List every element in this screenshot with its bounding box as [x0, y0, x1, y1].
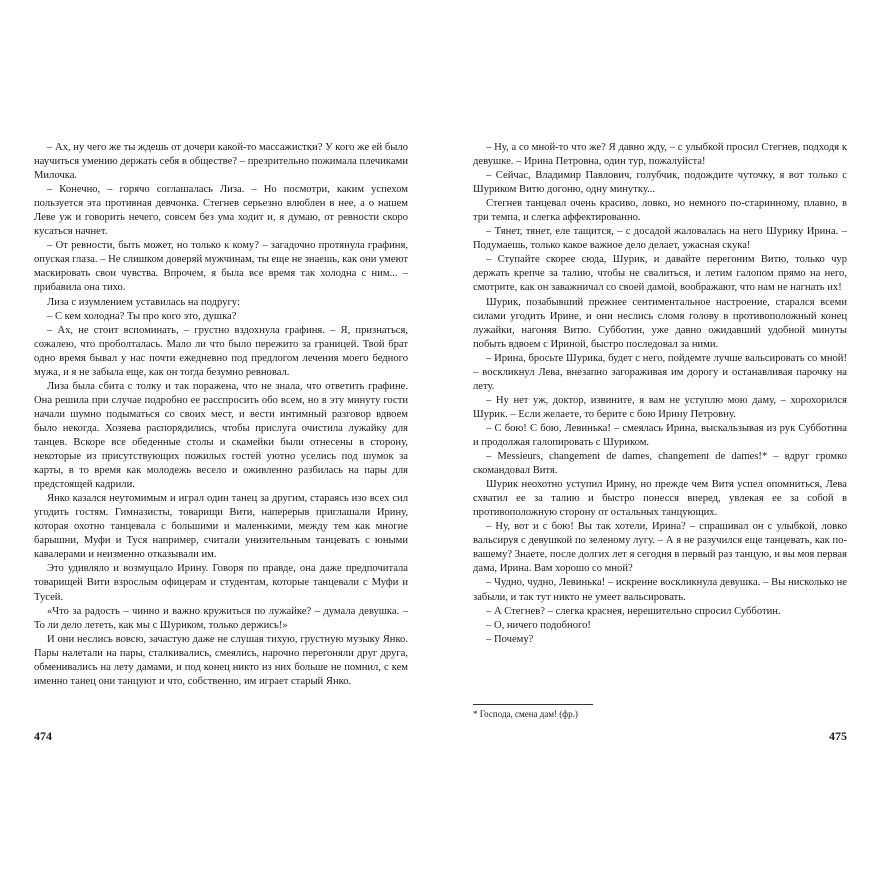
paragraph: – Ах, не стоит вспоминать, – грустно вздохнула графиня. – Я, признаться, сожалею, что проболталась. Мало ли что было пережито за границей. Твой брат одно время бывал у нас почти ежедневно под предлогом лечения моего бедного мужа, и я не забыла еще, как он тогда безумно ревновал. — [34, 324, 408, 378]
left-page — [34, 141, 408, 771]
right-page — [473, 141, 847, 771]
paragraph: – С кем холодна? Ты про кого это, душка? — [47, 310, 237, 322]
paragraph: – Ступайте скорее сюда, Шурик, и давайте перегоним Витю, только чур держать крепче за талию, чтобы не свалиться, и летим галопом прямо на него, смотрите, как он заважничал со своей дамой, воображают, что нам не нагнать их! — [473, 254, 847, 294]
paragraph: – Messieurs, changement de dames, changement de dames!* – вдруг громко скомандовал Витя. — [473, 451, 847, 477]
paragraph: – С бою! С бою, Левинька! – смеялась Ирина, выскальзывая из рук Субботина и продолжая галопировать с Шуриком. — [473, 422, 847, 448]
paragraph: Янко казался неутомимым и играл один танец за другим, стараясь изо всех сил угодить гостям. Гимназисты, товарищи Вити, наперерыв приглашали Ирину, которая охотно танцевала с большими и маленькими, между тем как многие барышни, Муфи и Туся например, считали унизительным танцевать с юными кавалерами и неизменно отказывали им. — [34, 493, 408, 561]
paragraph: – Конечно, – горячо соглашалась Лиза. – Но посмотри, каким успехом пользуется эта противная девчонка. Стегнев серьезно влюблен в нее, а о нашем Леве уж и говорить нечего, совсем без ума ходит и, я думаю, от ревности скоро кусаться начнет. — [34, 184, 408, 238]
paragraph: – Ну, вот и с бою! Вы так хотели, Ирина? – спрашивал он с улыбкой, ловко вальсируя с девушкой по зеленому лугу. – А я не разучился еще танцевать, как по-вашему? Знаете, после долгих лет я сегодня в первый раз танцую, и вы моя первая дама, Ирина. Вам хорошо со мной? — [473, 521, 847, 575]
paragraph: – Ах, ну чего же ты ждешь от дочери какой-то массажистки? У кого же ей было научиться умению держать себя в обществе? – презрительно пожимала плечиками Милочка. — [34, 142, 408, 182]
paragraph: – Почему? — [486, 633, 534, 645]
paragraph: Шурик неохотно уступил Ирину, но прежде чем Витя успел опомниться, Лева схватил ее за талию и быстро понесся вперед, увлекая ее за собой в противоположную сторону от остальных танцующих. — [473, 479, 847, 519]
footnote: * Господа, смена дам! (фр.) — [473, 709, 578, 719]
paragraph: – Ну, а со мной-то что же? Я давно жду, – с улыбкой просил Стегнев, подходя к девушке. – Ирина Петровна, один тур, пожалуйста! — [473, 142, 847, 168]
page-number: 474 — [34, 729, 52, 743]
paragraph: – От ревности, быть может, но только к кому? – загадочно протянула графиня, опуская глаза. – Не слишком доверяй мужчинам, ты еще не знаешь, как они умеют маскировать свои чувства. Впрочем, я была все время так холодна с ним... – прибавила она тихо. — [34, 240, 408, 294]
right-page-text — [473, 141, 847, 647]
paragraph: Это удивляло и возмущало Ирину. Говоря по правде, она даже предпочитала товарищей Вити взрослым офицерам и студентам, которые танцевали с Муфи и Тусей. — [34, 563, 408, 603]
paragraph: Лиза была сбита с толку и так поражена, что не знала, что ответить графине. Она решила при случае подробно ее расспросить обо всем, но в эту минуту гости начали шумно подыматься со своих мест, и вести интимный разговор вдвоем было некогда. Хозяева распорядились, чтобы прислуга очистила лужайку для танцев. Вскоре все обеденные столы и скамейки были отнесены в сторону, некоторые из присутствующих пожилых гостей уютно уселись под шумок за карты, в то время как молодежь весело и оживленно разбилась на пары для предстоящей кадрили. — [34, 380, 408, 491]
paragraph: Шурик, позабывший прежнее сентиментальное настроение, старался всеми силами угодить Ирине, и они неслись сломя голову в противоположный конец лужайки, нагоняя Витю. Субботин, уже давно ожидавший удобной минуты побыть вдвоем с Ириной, быстро последовал за ними. — [473, 296, 847, 350]
paragraph: Стегнев танцевал очень красиво, ловко, но немного по-старинному, плавно, в три темпа, и слегка аффектированно. — [473, 198, 847, 224]
paragraph: – О, ничего подобного! — [486, 619, 591, 631]
paragraph: – Чудно, чудно, Левинька! – искренне воскликнула девушка. – Вы нисколько не забыли, и так тут никто не умеет вальсировать. — [473, 577, 847, 603]
paragraph: И они неслись вовсю, зачастую даже не слушая тихую, грустную музыку Янко. Пары налетали на пары, сталкивались, смеялись, нарочно перегоняли друг друга, обменивались на лету дамами, и под конец никто из них больше не помнил, с кем именно танец они танцуют и что, собственно, им играет старый Янко. — [34, 633, 408, 687]
paragraph: – Тянет, тянет, еле тащится, – с досадой жаловалась на него Шурику Ирина. – Подумаешь, только какое важное дело делает, ужасная скука! — [473, 226, 847, 252]
paragraph: – Ну нет уж, доктор, извините, я вам не уступлю мою даму, – хорохорился Шурик. – Если желаете, то берите с бою Ирину Петровну. — [473, 394, 847, 420]
paragraph: – Сейчас, Владимир Павлович, голубчик, подождите чуточку, я вот только с Шуриком Витю догоню, одну минутку... — [473, 170, 847, 196]
paragraph: – Ирина, бросьте Шурика, будет с него, пойдемте лучше вальсировать со мной! – воскликнул Лева, внезапно загораживая им дорогу и останавливая парочку на лету. — [473, 352, 847, 392]
paragraph: «Что за радость – чинно и важно кружиться по лужайке? – думала девушка. – То ли дело лететь, как мы с Шуриком, только держись!» — [34, 605, 408, 631]
paragraph: – А Стегнев? – слегка краснея, нерешительно спросил Субботин. — [486, 605, 781, 617]
footnote-divider — [473, 704, 593, 705]
paragraph: Лиза с изумлением уставилась на подругу: — [47, 296, 240, 308]
left-page-text — [34, 141, 408, 689]
page-number: 475 — [829, 729, 847, 743]
